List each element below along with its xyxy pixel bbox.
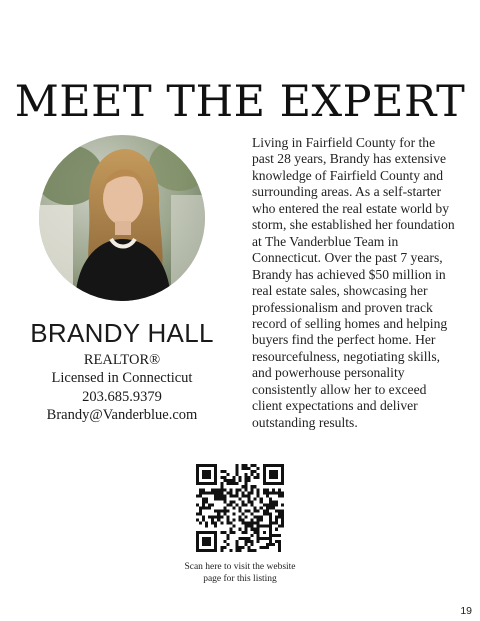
agent-email[interactable]: Brandy@Vanderblue.com bbox=[46, 407, 198, 424]
portrait-image bbox=[39, 135, 205, 301]
agent-contact bbox=[30, 351, 214, 425]
qr-caption bbox=[170, 561, 310, 585]
agent-bio: Living in Fairfield County for the past 28 years, Brandy has extensive knowledge of Fairfield County and surrounding areas. As a self-starter who entered the real estate world by storm, she established her foundation at The Vanderblue Team in Connecticut. Over the past 7 years, Brandy has achieved $50 million in real estate sales, showcasing her professionalism and proven track record of selling homes and helping buyers find the perfect home. Her resourcefulness, negotiating skills, and powerhouse personality consistently allow her to exceed client expectations and deliver outstanding results. bbox=[252, 135, 455, 430]
qr-code[interactable] bbox=[196, 464, 284, 552]
agent-title: REALTOR® bbox=[83, 352, 161, 368]
agent-name: BRANDY HALL bbox=[30, 318, 214, 348]
agent-phone[interactable]: 203.685.9379 bbox=[82, 388, 162, 405]
page-number: 19 bbox=[460, 605, 472, 617]
page-heading: MEET THE EXPERT bbox=[14, 76, 466, 127]
qr-caption-line1: Scan here to visit the website bbox=[184, 562, 296, 572]
qr-caption-line2: page for this listing bbox=[203, 574, 277, 584]
agent-portrait bbox=[39, 135, 205, 301]
agent-license: Licensed in Connecticut bbox=[51, 370, 193, 387]
qr-code-icon bbox=[196, 464, 284, 552]
